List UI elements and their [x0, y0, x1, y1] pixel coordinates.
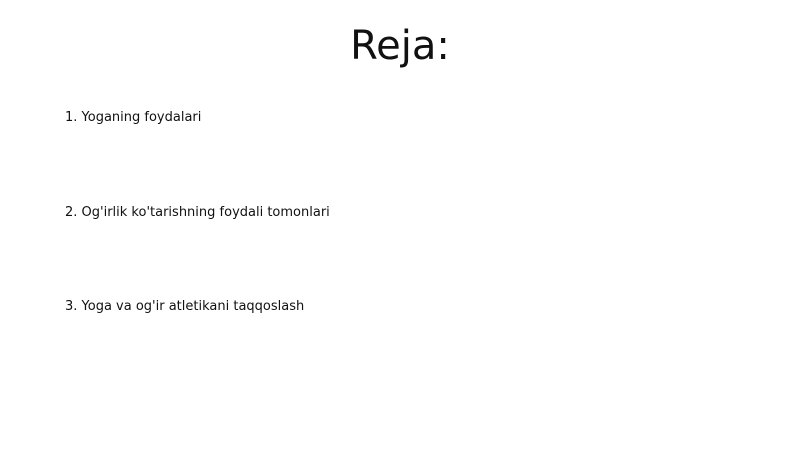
- slide-title: Reja:: [350, 23, 450, 69]
- plan-item-3: 3. Yoga va og'ir atletikani taqqoslash: [65, 299, 305, 314]
- plan-item-2: 2. Og'irlik ko'tarishning foydali tomonlari: [65, 205, 330, 220]
- plan-item-1: 1. Yoganing foydalari: [65, 110, 202, 125]
